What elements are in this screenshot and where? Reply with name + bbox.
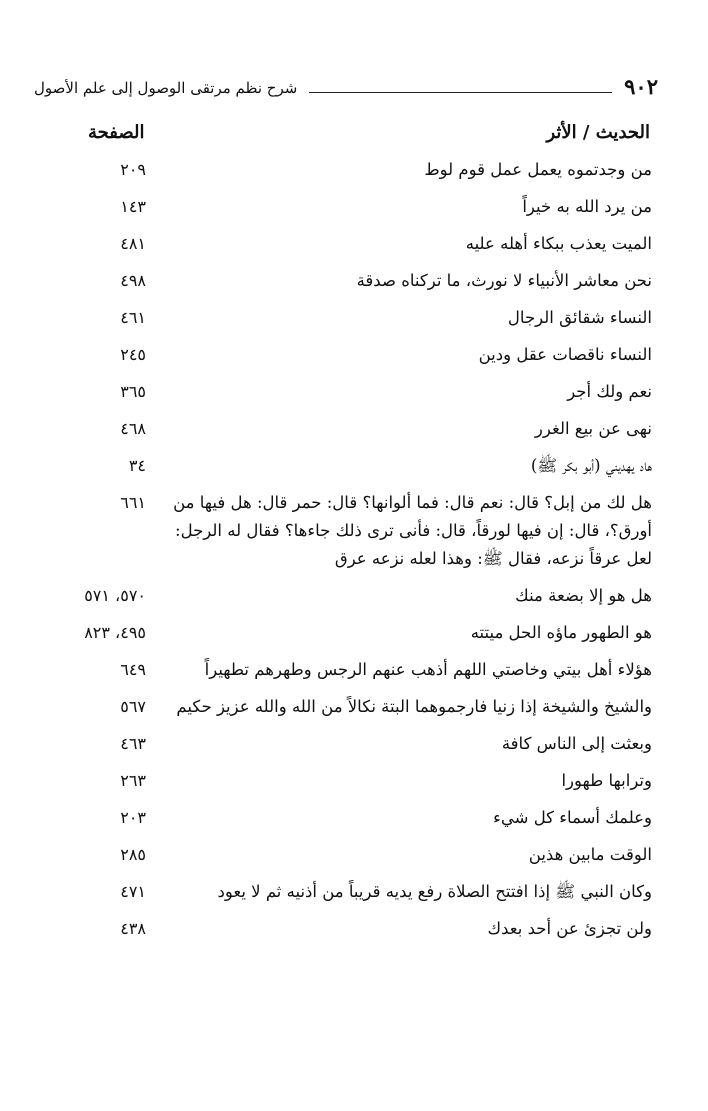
entry-text: نحن معاشر الأنبياء لا نورث، ما تركناه صدقة — [356, 271, 652, 290]
entry-page-numbers: ٢٨٥ — [120, 845, 146, 864]
index-entry — [40, 452, 652, 480]
page-number: ٩٠٢ — [624, 74, 658, 99]
entry-page-numbers: ٤٦٨ — [120, 419, 146, 438]
index-entry — [40, 341, 652, 369]
index-entry — [40, 156, 652, 184]
entry-page-numbers: ٢٠٣ — [120, 808, 146, 827]
index-entry — [40, 767, 652, 795]
index-entry — [40, 304, 652, 332]
entry-text: نعم ولك أجر — [567, 382, 652, 401]
entry-page-numbers: ٤٦١ — [120, 308, 146, 327]
entry-page-numbers: ٤٦٣ — [120, 734, 146, 753]
index-entry — [40, 878, 652, 906]
entry-page-numbers: ٣٤ — [128, 456, 146, 475]
index-entry — [40, 841, 652, 869]
running-header — [34, 66, 658, 100]
index-entry — [40, 582, 652, 610]
entry-text: وكان النبي ﷺ إذا افتتح الصلاة رفع يديه قريباً من أذنيه ثم لا يعود — [217, 882, 652, 901]
entry-page-numbers: ٢٦٣ — [120, 771, 146, 790]
column-heading-page: الصفحة — [88, 122, 145, 143]
index-entry — [40, 656, 652, 684]
entry-page-numbers: ٦٦١ — [120, 493, 146, 512]
entry-page-numbers: ٣٦٥ — [120, 382, 146, 401]
column-heading-hadith: الحديث / الأثر — [546, 122, 650, 143]
entry-text: هؤلاء أهل بيتي وخاصتي اللهم أذهب عنهم الرجس وطهرهم تطهيراً — [204, 660, 652, 679]
entry-text: الميت يعذب ببكاء أهله عليه — [465, 234, 652, 253]
entry-page-numbers: ٢٤٥ — [120, 345, 146, 364]
index-entry — [40, 619, 652, 647]
index-entry — [40, 915, 652, 943]
index-entry — [40, 489, 652, 573]
index-entry — [40, 267, 652, 295]
entry-text: النساء ناقصات عقل ودين — [478, 345, 652, 364]
index-entry — [40, 378, 652, 406]
entry-text: هاد يهديني (أبو بكر ﷺ) — [530, 456, 652, 475]
entry-page-numbers: ٦٤٩ — [120, 660, 146, 679]
entry-page-numbers: ٥٦٧ — [120, 697, 146, 716]
entry-text: من يرد الله به خيراً — [522, 197, 652, 216]
index-entry — [40, 415, 652, 443]
entry-page-numbers: ٤٨١ — [120, 234, 146, 253]
header-rule — [309, 92, 612, 93]
hadith-index-list — [40, 156, 652, 952]
entry-page-numbers: ١٤٣ — [120, 197, 146, 216]
entry-page-numbers: ٤٩٥، ٨٢٣ — [84, 623, 146, 642]
entry-text: الوقت مابين هذين — [528, 845, 652, 864]
entry-text: نهى عن بيع الغرر — [534, 419, 652, 438]
index-entry — [40, 230, 652, 258]
book-title: شرح نظم مرتقى الوصول إلى علم الأصول — [34, 79, 298, 97]
entry-text: هل هو إلا بضعة منك — [515, 586, 652, 605]
entry-text: النساء شقائق الرجال — [507, 308, 652, 327]
index-entry — [40, 730, 652, 758]
entry-page-numbers: ٤٣٨ — [120, 919, 146, 938]
entry-text: والشيخ والشيخة إذا زنيا فارجموهما البتة نكالاً من الله والله عزيز حكيم — [176, 697, 652, 716]
index-entry — [40, 693, 652, 721]
entry-page-numbers: ٢٠٩ — [120, 160, 146, 179]
entry-text: ولن تجزئ عن أحد بعدك — [487, 919, 652, 938]
index-entry — [40, 804, 652, 832]
entry-text: وترابها طهورا — [561, 771, 652, 790]
entry-page-numbers: ٥٧٠، ٥٧١ — [84, 586, 146, 605]
entry-page-numbers: ٤٧١ — [120, 882, 146, 901]
entry-page-numbers: ٤٩٨ — [120, 271, 146, 290]
entry-text: هو الطهور ماؤه الحل ميتته — [470, 623, 652, 642]
entry-text: وبعثت إلى الناس كافة — [501, 734, 652, 753]
entry-text: هل لك من إبل؟ قال: نعم قال: فما ألوانها؟ قال: حمر قال: هل فيها من أورق؟، قال: إن فيها لورقاً، قال: فأنى ترى ذلك جاءها؟ فقال له الرجل: لعل عرقاً نزعه، فقال ﷺ: وهذا لعله نزعه عرق — [173, 493, 652, 568]
index-entry — [40, 193, 652, 221]
entry-text: من وجدتموه يعمل عمل قوم لوط — [424, 160, 652, 179]
entry-text: وعلمك أسماء كل شيء — [493, 808, 652, 827]
